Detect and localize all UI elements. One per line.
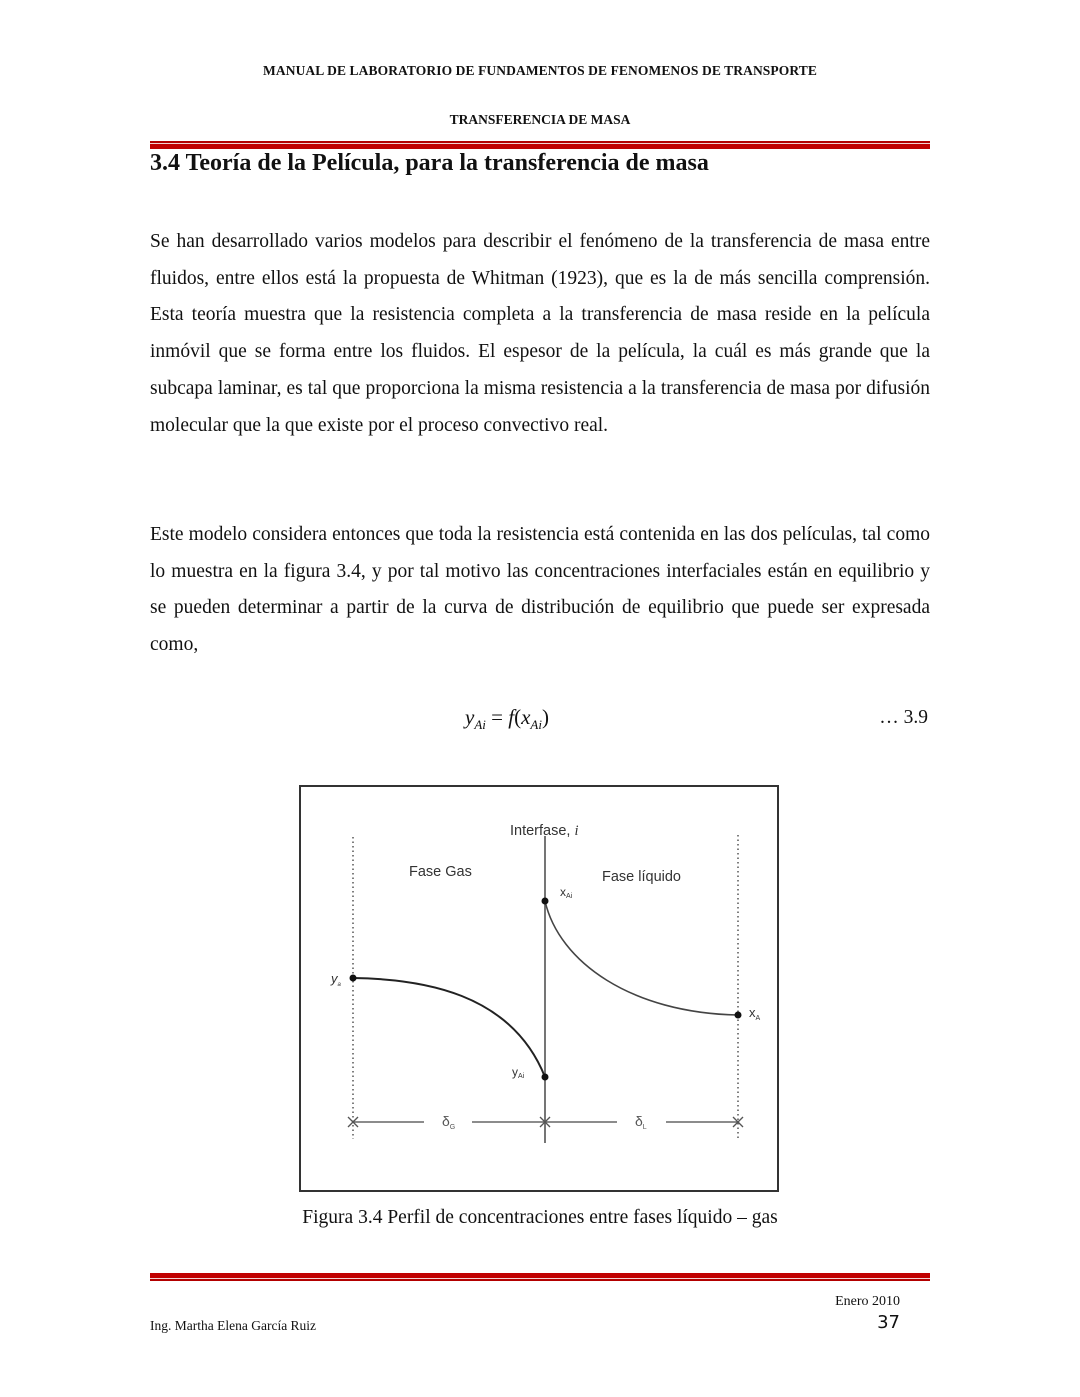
footer-author: Ing. Martha Elena García Ruiz — [150, 1318, 317, 1333]
gas-concentration-curve — [353, 978, 545, 1077]
x-ai-label: xAi — [560, 885, 573, 900]
footer-date: Enero 2010 — [835, 1294, 900, 1309]
y-a-label: $y_a$ — [331, 971, 341, 988]
footer-rule — [150, 1273, 930, 1281]
point-y-a — [350, 975, 357, 982]
paragraph-1-text: Se han desarrollado varios modelos para describir el fenómeno de la transferencia de masa entre fluidos, entre ellos está la propuesta de Whitman (1923), que es la de más sencilla comprensión. Esta teoría muestra que la resistencia completa a la transferencia de masa reside en la película inmóvil que se forma entre los fluidos. El espesor de la película, la cuál es más grande que la subcapa laminar, es tal que proporciona la misma resistencia a la transferencia de masa por difusión molecular que la que existe por el proceso convectivo real. — [150, 231, 930, 436]
eq-lhs-var: y — [465, 705, 475, 729]
gas-phase-label: Fase Gas — [409, 864, 472, 880]
liquid-concentration-curve — [545, 901, 738, 1015]
figure-caption: Figura 3.4 Perfil de concentraciones entre fases líquido – gas — [302, 1207, 778, 1228]
paragraph-1 — [150, 224, 930, 444]
delta-l-label: $\delta_L$ — [635, 1113, 647, 1131]
film-theory-diagram — [301, 787, 779, 1192]
point-x-a — [735, 1012, 742, 1019]
delta-g-label: $\delta_G$ — [442, 1113, 456, 1131]
header-rule — [150, 141, 930, 149]
eq-equals: = — [491, 705, 503, 729]
point-x-ai — [542, 898, 549, 905]
eq-arg-sub: Ai — [530, 717, 542, 733]
eq-arg-var: x — [521, 705, 531, 729]
eq-close-paren: ) — [541, 705, 549, 729]
x-a-label: $x_A$ — [749, 1005, 761, 1022]
point-y-ai — [542, 1074, 549, 1081]
eq-func: f — [508, 705, 515, 729]
running-header-subtitle: TRANSFERENCIA DE MASA — [449, 112, 631, 127]
paragraph-2 — [150, 517, 930, 664]
eq-open-paren: ( — [514, 705, 522, 729]
eq-lhs-sub: Ai — [474, 717, 486, 733]
liquid-phase-label: Fase líquido — [602, 869, 681, 885]
figure-3-4 — [299, 785, 779, 1192]
paragraph-2-text: Este modelo considera entonces que toda la resistencia está contenida en las dos películas, tal como lo muestra en la figura 3.4, y por tal motivo las concentraciones interfaciales están en equilibrio y se pueden determinar a partir de la curva de distribución de equilibrio que puede ser expresada como, — [150, 524, 930, 656]
section-title: 3.4 Teoría de la Película, para la transferencia de masa — [150, 150, 709, 176]
y-ai-label: yAi — [512, 1065, 525, 1080]
equation-number: … 3.9 — [879, 707, 928, 728]
running-header-title: MANUAL DE LABORATORIO DE FUNDAMENTOS DE FENOMENOS DE TRANSPORTE — [263, 63, 817, 78]
page-number: 37 — [877, 1312, 900, 1333]
equation-3-9 — [465, 705, 549, 733]
interface-label: Interfase, i — [510, 823, 579, 839]
